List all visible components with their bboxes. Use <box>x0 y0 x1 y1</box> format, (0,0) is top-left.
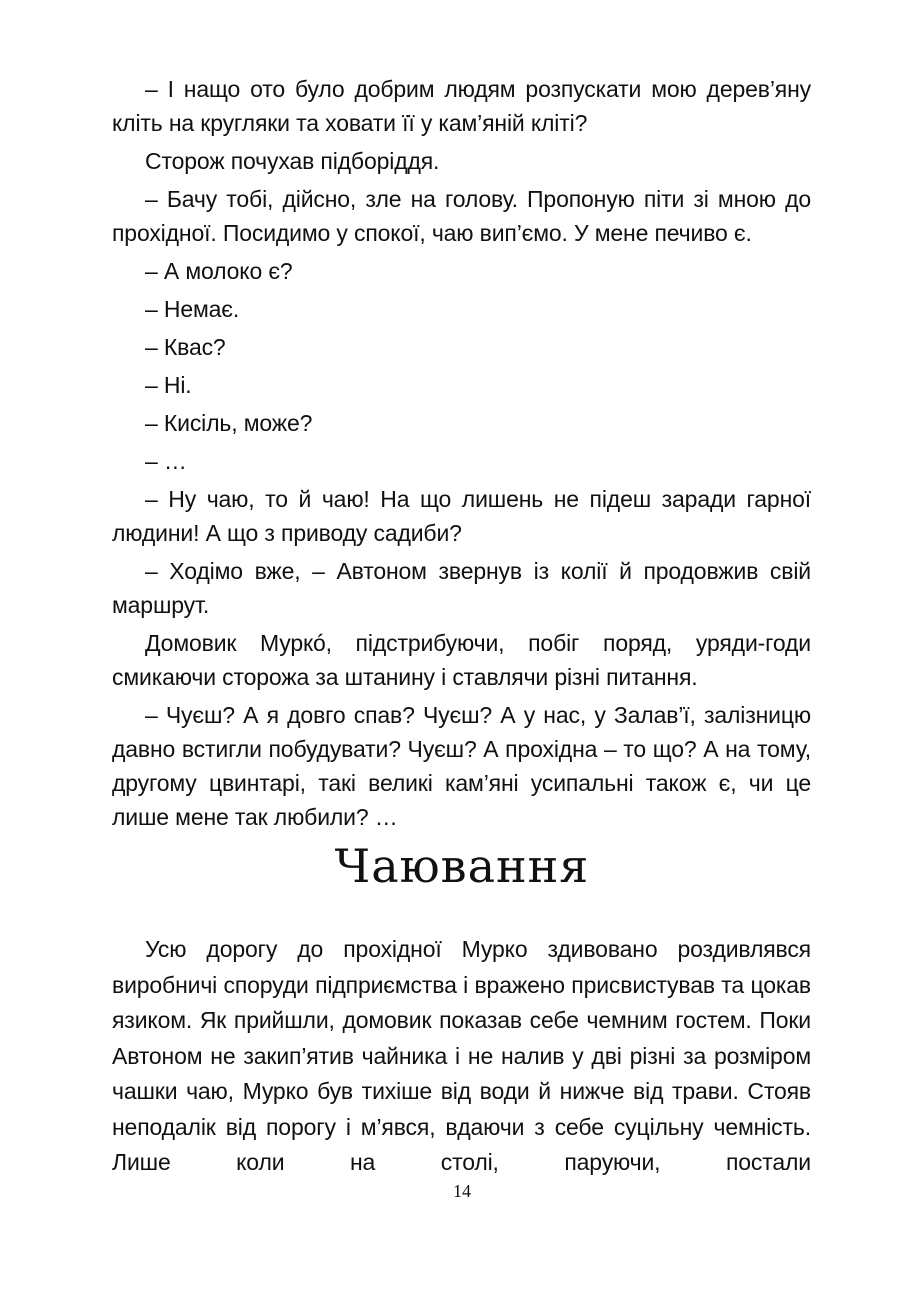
paragraph: Домовик Муркó, підстрибуючи, побіг поряд, уряди-годи смикаючи сторожа за штанину і ставлячи різні питання. <box>112 630 811 690</box>
paragraph: – І нащо ото було добрим людям розпускати мою дерев’яну кліть на кругляки та ховати її у кам’яній кліті? <box>112 76 811 136</box>
dialogue-section <box>112 72 811 834</box>
paragraph: Сторож почухав підборіддя. <box>145 148 440 174</box>
paragraph: – Ходімо вже, – Автоном звернув із колії й продовжив свій маршрут. <box>112 558 811 618</box>
paragraph: – Бачу тобі, дійсно, зле на голову. Пропоную піти зі мною до прохідної. Посидимо у спокої, чаю вип’ємо. У мене печиво є. <box>112 186 811 246</box>
paragraph: – Ні. <box>145 372 192 398</box>
paragraph: Усю дорогу до прохідної Мурко здивовано роздивлявся виробничі споруди підприємства і вражено присвистував та цокав язиком. Як прийшли, домовик показав себе чемним гостем. Поки Автоном не закип’ятив чайника і не налив у дві різні за розміром чашки чаю, Мурко був тихіше від води й нижче від трави. Стояв неподалік від порогу і м’явся, вдаючи з себе суцільну чемність. Лише коли на столі, паруючи, постали <box>112 936 811 1175</box>
paragraph: – … <box>145 448 187 474</box>
chapter-body <box>112 932 811 1181</box>
chapter-title: Чаювання <box>334 839 590 893</box>
paragraph: – Кисіль, може? <box>145 410 313 436</box>
paragraph: – А молоко є? <box>145 258 293 284</box>
paragraph: – Ну чаю, то й чаю! На що лишень не підеш заради гарної людини! А що з приводу садиби? <box>112 486 811 546</box>
paragraph: – Квас? <box>145 334 226 360</box>
paragraph: – Немає. <box>145 296 240 322</box>
paragraph: – Чуєш? А я довго спав? Чуєш? А у нас, у Залав’ї, залізницю давно встигли побудувати? Чуєш? А прохідна – то що? А на тому, другому цвинтарі, такі великі кам’яні усипальні також є, чи це лише мене так любили? … <box>112 702 811 830</box>
page-number: 14 <box>453 1181 471 1201</box>
